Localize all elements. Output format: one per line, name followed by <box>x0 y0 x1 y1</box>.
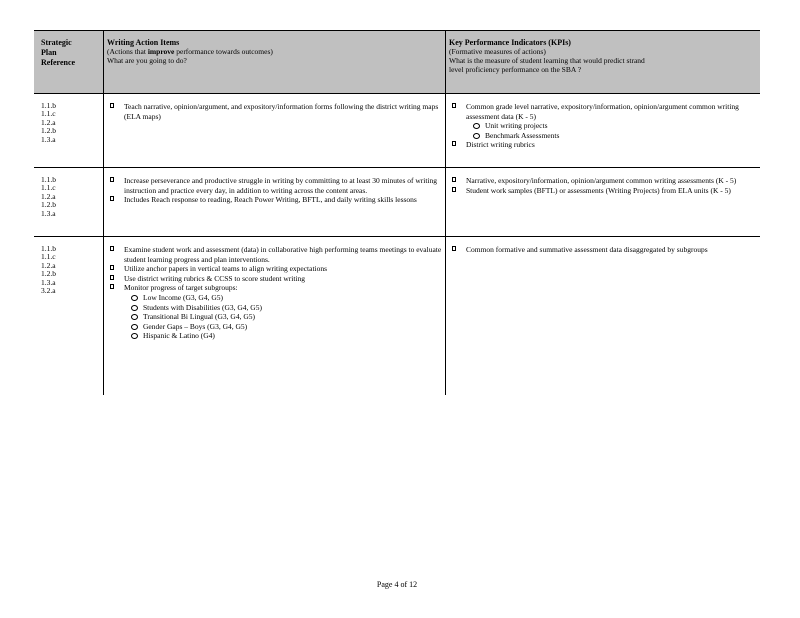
list-item <box>452 176 760 186</box>
reference-code: 1.3.a <box>41 277 56 287</box>
item-text: Monitor progress of target subgroups: <box>124 283 238 293</box>
item-text: Student work samples (BFTL) or assessments (Writing Projects) from ELA units (K - 5) <box>466 185 731 195</box>
reference-code: 1.1.b <box>41 175 56 184</box>
item-text: Utilize anchor papers in vertical teams to align writing expectations <box>124 264 328 274</box>
sub-list <box>466 121 760 140</box>
table-row <box>34 168 760 237</box>
bullet-list <box>452 176 760 195</box>
reference-cell <box>34 168 104 237</box>
checkbox-bullet-icon <box>110 284 114 289</box>
reference-code: 1.2.a <box>41 191 56 201</box>
circle-bullet-icon <box>131 333 138 339</box>
reference-code: 3.2.a <box>41 286 56 296</box>
header-title: Key Performance Indicators (KPIs) <box>449 38 571 47</box>
actions-cell <box>104 94 446 168</box>
table-header-row <box>34 31 760 94</box>
item-text: Teach narrative, opinion/argument, and expository/information forms following the district writing maps (ELA maps) <box>124 102 439 121</box>
reference-code: 1.1.b <box>41 101 56 110</box>
item-text: Examine student work and assessment (data) in collaborative high performing teams meetings to evaluate student learning progress and plan interventions. <box>124 245 442 264</box>
sub-item-text: Hispanic & Latino (G4) <box>143 331 215 341</box>
checkbox-bullet-icon <box>452 141 456 146</box>
item-text: Narrative, expository/information, opinion/argument common writing assessments (K - 5) <box>466 176 737 185</box>
header-writing-action-items: Writing Action Items (Actions that improve performance towards outcomes) What are you going to do? <box>104 31 446 94</box>
list-item <box>110 176 445 195</box>
item-text: Includes Reach response to reading, Reach Power Writing, BFTL, and daily writing skills lessons <box>124 195 417 205</box>
checkbox-bullet-icon <box>452 103 456 108</box>
sub-item-text: Gender Gaps – Boys (G3, G4, G5) <box>143 321 248 331</box>
actions-cell <box>104 237 446 396</box>
action-plan-table <box>34 30 760 395</box>
page-number: Page 4 of 12 <box>376 580 418 589</box>
kpis-cell <box>446 168 761 237</box>
actions-cell <box>104 168 446 237</box>
header-kpis: Key Performance Indicators (KPIs) (Formative measures of actions) What is the measure of student learning that would predict strand level proficiency performance on the SBA ? <box>446 31 761 94</box>
checkbox-bullet-icon <box>110 246 114 251</box>
reference-code: 1.2.b <box>41 269 56 279</box>
header-title: Writing Action Items <box>107 38 180 47</box>
bullet-list <box>452 245 760 255</box>
list-item <box>452 186 760 196</box>
bullet-list <box>110 102 445 121</box>
list-item <box>110 283 445 341</box>
reference-cell <box>34 94 104 168</box>
checkbox-bullet-icon <box>452 187 456 192</box>
list-item <box>452 245 760 255</box>
reference-code: 1.2.b <box>41 200 56 210</box>
item-text: Increase perseverance and productive struggle in writing by committing to at least 30 minutes of writing instruction and practice every day, in addition to writing across the content areas. <box>124 176 438 195</box>
bullet-list <box>110 176 445 205</box>
circle-bullet-icon <box>131 314 138 320</box>
sub-list-item <box>473 121 760 131</box>
checkbox-bullet-icon <box>452 177 456 182</box>
circle-bullet-icon <box>131 295 138 301</box>
header-strategic-plan-reference: Strategic Plan Reference <box>34 31 104 94</box>
sub-list-item <box>131 322 445 332</box>
reference-cell <box>34 237 104 396</box>
reference-code: 1.1.c <box>41 109 56 119</box>
sub-item-text: Students with Disabilities (G3, G4, G5) <box>143 302 262 312</box>
circle-bullet-icon <box>473 133 480 139</box>
reference-code: 1.2.a <box>41 117 56 127</box>
checkbox-bullet-icon <box>110 177 114 182</box>
reference-code: 1.1.c <box>41 183 56 193</box>
bullet-list <box>110 245 445 341</box>
list-item <box>452 140 760 150</box>
sub-list-item <box>131 303 445 313</box>
circle-bullet-icon <box>131 324 138 330</box>
item-text: Common formative and summative assessment data disaggregated by subgroups <box>466 245 708 254</box>
checkbox-bullet-icon <box>110 103 114 108</box>
sub-list-item <box>473 131 760 141</box>
kpis-cell <box>446 237 761 396</box>
table-row <box>34 94 760 168</box>
item-text: District writing rubrics <box>466 140 535 150</box>
bullet-list <box>452 102 760 150</box>
sub-list-item <box>131 312 445 322</box>
checkbox-bullet-icon <box>110 196 114 201</box>
checkbox-bullet-icon <box>110 265 114 270</box>
reference-code: 1.3.a <box>41 208 56 218</box>
circle-bullet-icon <box>473 123 480 129</box>
sub-item-text: Transitional Bi Lingual (G3, G4, G5) <box>143 312 256 322</box>
kpis-cell <box>446 94 761 168</box>
sub-item-text: Unit writing projects <box>485 121 548 131</box>
list-item <box>110 274 445 284</box>
item-text: Use district writing rubrics & CCSS to score student writing <box>124 273 306 283</box>
sub-item-text: Low Income (G3, G4, G5) <box>143 292 223 302</box>
table-row <box>34 237 760 396</box>
sub-item-text: Benchmark Assessments <box>485 130 560 140</box>
checkbox-bullet-icon <box>110 275 114 280</box>
list-item <box>110 102 445 121</box>
list-item <box>110 245 445 264</box>
sub-list-item <box>131 331 445 341</box>
item-text: Common grade level narrative, expository/information, opinion/argument common writing assessment data (K - 5) <box>466 102 739 121</box>
list-item <box>452 102 760 140</box>
list-item <box>110 195 445 205</box>
checkbox-bullet-icon <box>452 246 456 251</box>
reference-code: 1.2.a <box>41 260 56 270</box>
reference-code: 1.3.a <box>41 134 56 144</box>
reference-code: 1.1.b <box>41 244 56 253</box>
reference-code: 1.1.c <box>41 252 56 262</box>
sub-list <box>124 293 445 341</box>
reference-code: 1.2.b <box>41 126 56 136</box>
circle-bullet-icon <box>131 305 138 311</box>
list-item <box>110 264 445 274</box>
sub-list-item <box>131 293 445 303</box>
